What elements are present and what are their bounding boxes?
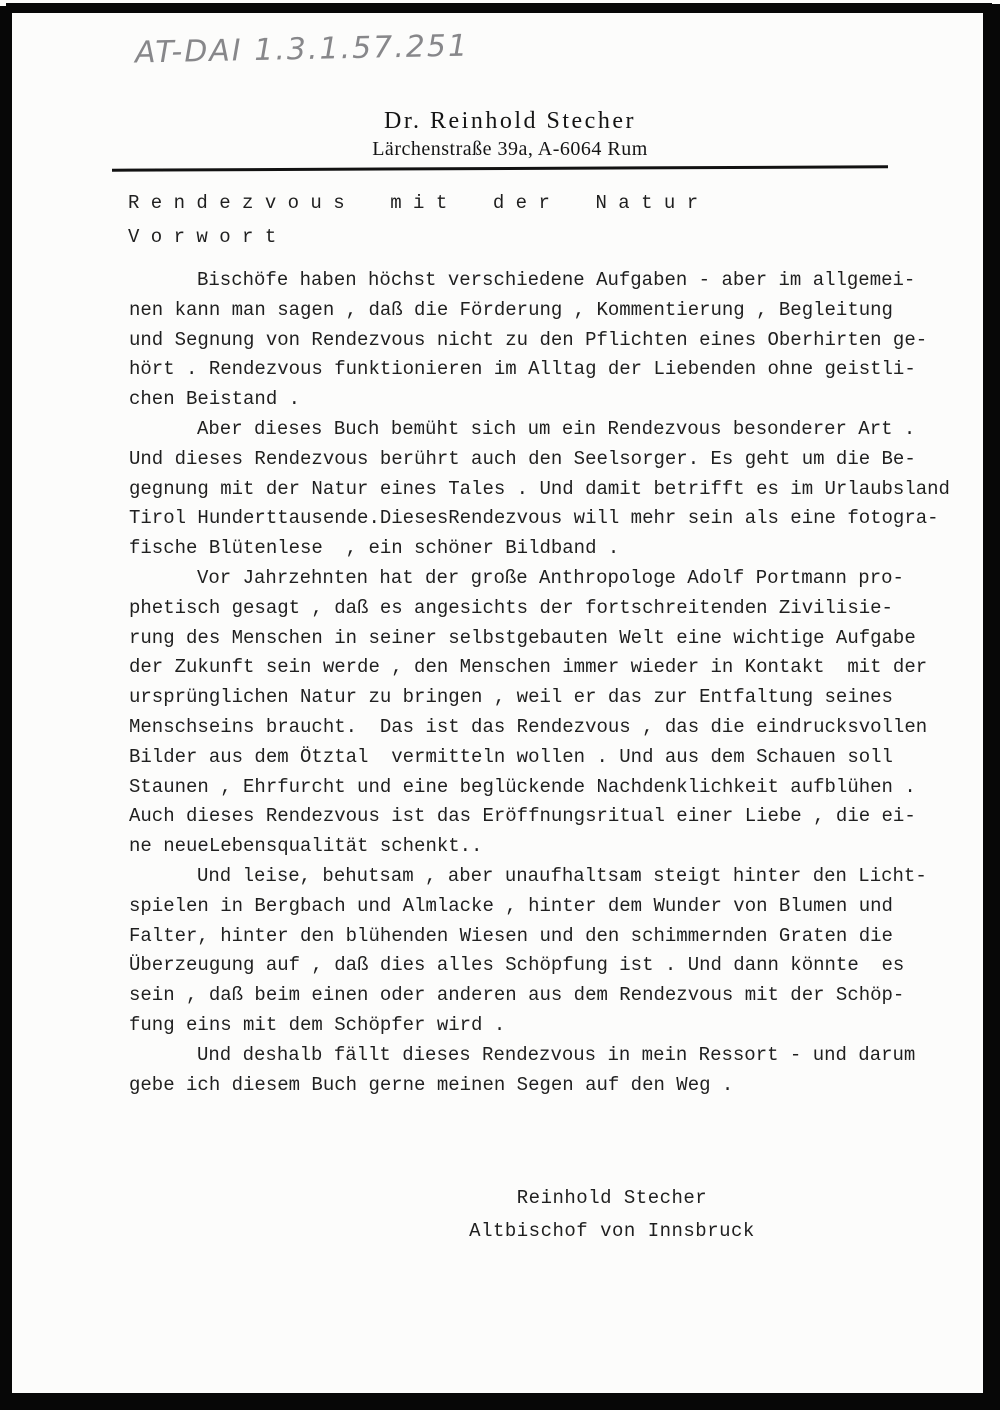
scan-border-left xyxy=(0,6,12,1410)
typed-line: Und dieses Rendezvous berührt auch den Seelsorger. Es geht um die Be- xyxy=(129,447,916,470)
document-subtitle-vorwort: V o r w o r t xyxy=(128,226,277,248)
typed-line: der Zukunft sein werde , den Menschen immer wieder in Kontakt mit der xyxy=(129,656,928,679)
letterhead-divider xyxy=(112,165,888,171)
typed-line: Auch dieses Rendezvous ist das Eröffnungsritual einer Liebe , die ei- xyxy=(129,805,916,828)
letter-body xyxy=(129,266,950,1100)
paragraph-4 xyxy=(129,862,950,1041)
typed-line: gegnung mit der Natur eines Tales . Und damit betrifft es im Urlaubsland xyxy=(129,477,950,500)
typed-line: nen kann man sagen , daß die Förderung , Kommentierung , Begleitung xyxy=(129,298,893,321)
signature-name: Reinhold Stecher xyxy=(516,1187,708,1209)
typed-line: Tirol Hunderttausende.DiesesRendezvous will mehr sein als eine fotogra- xyxy=(129,507,939,530)
typed-line: Überzeugung auf , daß dies alles Schöpfung ist . Und dann könnte es xyxy=(129,954,905,977)
typed-line: fische Blütenlese , ein schöner Bildband . xyxy=(129,537,620,560)
archive-reference-handwriting: AT-DAI 1.3.1.57.251 xyxy=(134,28,470,71)
scan-border-bottom xyxy=(0,1393,1000,1410)
typed-line: gebe ich diesem Buch gerne meinen Segen auf den Weg . xyxy=(129,1073,734,1096)
paragraph-5 xyxy=(129,1041,950,1101)
typed-line: chen Beistand . xyxy=(129,388,301,411)
typed-line: Falter, hinter den blühenden Wiesen und den schimmernden Graten die xyxy=(129,924,893,947)
typed-line: phetisch gesagt , daß es angesichts der fortschreitenden Zivilisie- xyxy=(129,596,893,619)
typed-line: Bilder aus dem Ötztal vermitteln wollen . Und aus dem Schauen soll xyxy=(129,745,893,768)
signature-block xyxy=(362,1182,862,1248)
document-title-block xyxy=(128,186,698,254)
typed-line: ne neueLebensqualität schenkt.. xyxy=(129,835,483,858)
letterhead-name: Dr. Reinhold Stecher xyxy=(384,108,636,134)
typed-line: ursprünglichen Natur zu bringen , weil er das zur Entfaltung seines xyxy=(129,686,893,709)
typed-line: sein , daß beim einen oder anderen aus dem Rendezvous mit der Schöp- xyxy=(129,984,905,1007)
letterhead xyxy=(100,108,920,161)
typed-line: Bischöfe haben höchst verschiedene Aufgaben - aber im allgemei- xyxy=(197,269,916,291)
typed-line: und Segnung von Rendezvous nicht zu den Pflichten eines Oberhirten ge- xyxy=(129,328,928,351)
scan-border-right xyxy=(983,4,1000,1410)
typed-line: Aber dieses Buch bemüht sich um ein Rendezvous besonderer Art . xyxy=(197,417,916,440)
typed-line: Staunen , Ehrfurcht und eine beglückende Nachdenklichkeit aufblühen . xyxy=(129,775,916,798)
typed-line: Vor Jahrzehnten hat der große Anthropologe Adolf Portmann pro- xyxy=(197,566,904,589)
paragraph-3 xyxy=(129,564,950,862)
signature-role: Altbischof von Innsbruck xyxy=(469,1220,755,1242)
typed-line: Menschseins braucht. Das ist das Rendezvous , das die eindrucksvollen xyxy=(129,715,928,738)
typed-line: Und leise, behutsam , aber unaufhaltsam steigt hinter den Licht- xyxy=(197,864,927,887)
typed-line: hört . Rendezvous funktionieren im Alltag der Liebenden ohne geistli- xyxy=(129,358,916,381)
typed-line: Und deshalb fällt dieses Rendezvous in mein Ressort - und darum xyxy=(197,1043,916,1066)
typed-line: spielen in Bergbach und Almlacke , hinter dem Wunder von Blumen und xyxy=(129,894,893,917)
typed-line: fung eins mit dem Schöpfer wird . xyxy=(129,1013,506,1036)
paragraph-2 xyxy=(129,415,950,564)
typed-line: rung des Menschen in seiner selbstgebauten Welt eine wichtige Aufgabe xyxy=(129,626,916,649)
paragraph-1 xyxy=(129,266,950,415)
document-title: R e n d e z v o u s m i t d e r N a t u r xyxy=(128,192,699,214)
scan-border-top xyxy=(6,3,992,13)
letterhead-address: Lärchenstraße 39a, A-6064 Rum xyxy=(372,138,648,160)
